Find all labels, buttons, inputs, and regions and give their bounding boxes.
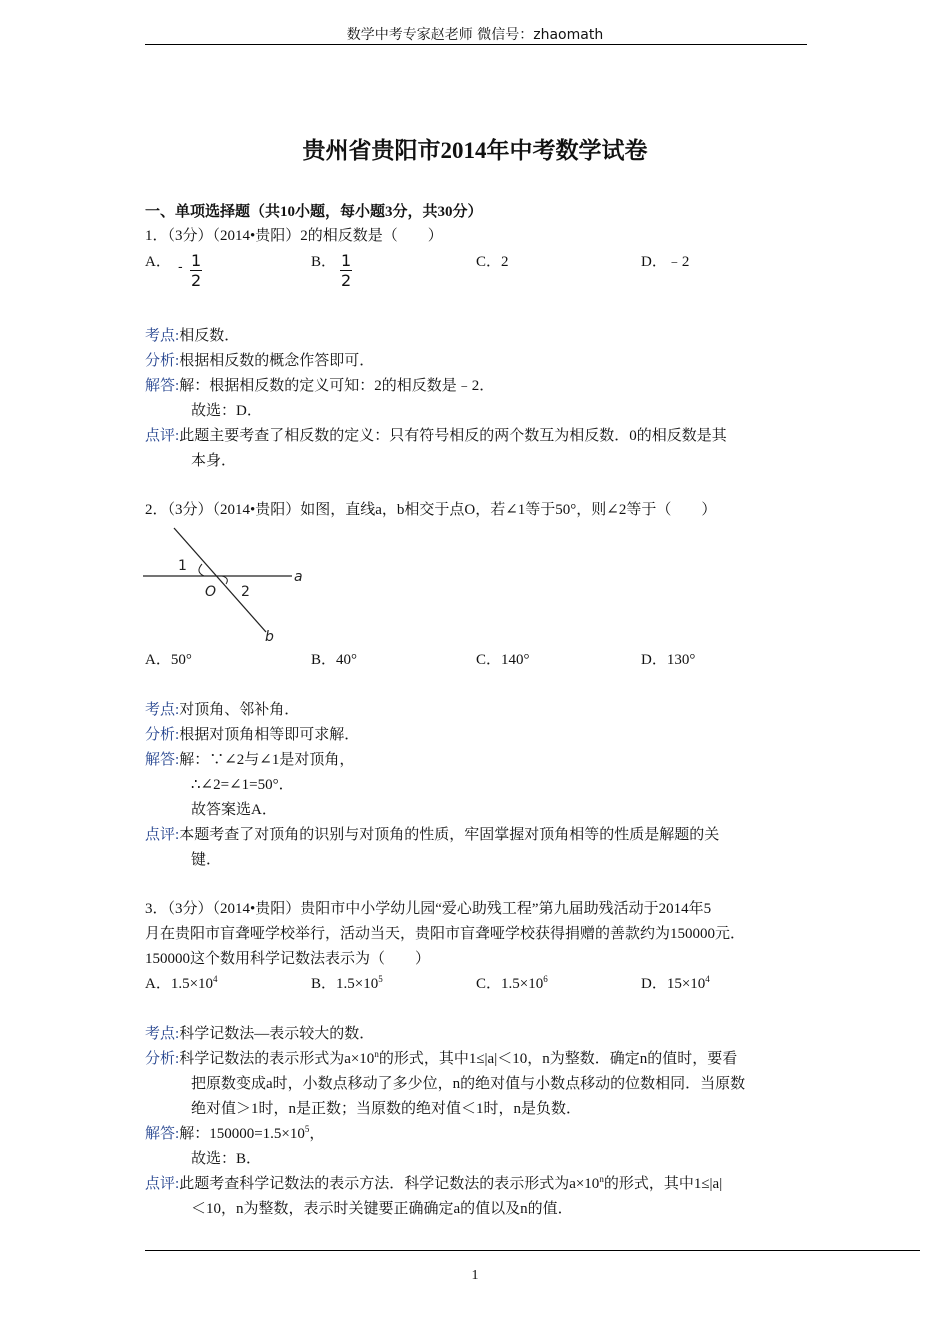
label-dianping: 点评 <box>145 428 176 444</box>
label-dianping: 点评 <box>145 1176 176 1192</box>
q2-option-d: D．130° <box>641 652 696 668</box>
q1-b-numerator: 1 <box>341 251 352 270</box>
q2-fenxi <box>145 723 359 747</box>
label-jieda: 解答 <box>145 378 176 394</box>
q1-jieda <box>145 374 494 398</box>
q3-jieda-2: 故选：B． <box>191 1151 262 1167</box>
q1-jieda-2: 故选：D． <box>191 403 262 419</box>
line-b <box>174 528 266 632</box>
q1-option-c: C．2 <box>476 254 509 270</box>
label-colon: : <box>175 353 180 369</box>
line-b-label: b <box>265 629 274 645</box>
q3-option-a <box>145 972 218 996</box>
header-rule <box>145 44 807 45</box>
q2-dianping-2: 键． <box>191 852 222 868</box>
q2-jieda-3: 故答案选A． <box>191 802 277 818</box>
q3-c-base: C．1.5×10 <box>476 976 544 992</box>
label-jieda: 解答 <box>145 752 176 768</box>
line-a-label: a <box>294 569 303 585</box>
q3-fenxi-text-a: 科学记数法的表示形式为a×10 <box>179 1051 375 1067</box>
label-dianping: 点评 <box>145 827 176 843</box>
label-colon: : <box>175 1176 180 1192</box>
q3-dianping-exponent: n <box>599 1174 604 1184</box>
q2-fenxi-text: 根据对顶角相等即可求解． <box>179 727 360 743</box>
q1-option-b-fraction <box>340 252 352 291</box>
q1-options <box>145 250 825 290</box>
q3-fenxi-exponent: n <box>374 1049 379 1059</box>
q3-jieda <box>145 1122 324 1146</box>
angle-2-label: 2 <box>241 584 250 600</box>
q3-fenxi-2: 把原数变成a时，小数点移动了多少位，n的绝对值与小数点移动的位数相同．当原数 <box>191 1076 746 1092</box>
q3-dianping <box>145 1172 722 1196</box>
label-colon: : <box>175 827 180 843</box>
q1-dianping <box>145 424 727 448</box>
footer-rule <box>145 1250 920 1251</box>
q3-dianping-text-a: 此题考查科学记数法的表示方法．科学记数法的表示形式为a×10 <box>179 1176 600 1192</box>
label-jieda: 解答 <box>145 1126 176 1142</box>
q3-option-d <box>641 972 710 996</box>
label-colon: : <box>175 1026 180 1042</box>
q1-dianping-text: 此题主要考查了相反数的定义：只有符号相反的两个数互为相反数．0的相反数是其 <box>179 428 727 444</box>
q3-stem-3: 150000这个数用科学记数法表示为（ ） <box>145 951 431 967</box>
q3-dianping-text-b: 的形式，其中1≤|a| <box>603 1176 723 1192</box>
label-colon: : <box>175 752 180 768</box>
q2-options <box>145 648 825 672</box>
q2-jieda-text: 解：∵∠2与∠1是对顶角， <box>179 752 355 768</box>
q3-kaodian <box>145 1022 374 1046</box>
label-colon: : <box>175 428 180 444</box>
q3-option-b <box>311 972 383 996</box>
label-kaodian: 考点 <box>145 702 176 718</box>
q3-options <box>145 972 825 996</box>
q3-jieda-text-a: 解：150000=1.5×10 <box>179 1126 305 1142</box>
q3-a-base: A．1.5×10 <box>145 976 214 992</box>
point-o-label: O <box>205 584 217 600</box>
label-colon: : <box>175 1051 180 1067</box>
q3-kaodian-text: 科学记数法—表示较大的数． <box>179 1026 375 1042</box>
q1-fenxi <box>145 349 374 373</box>
q1-jieda-text: 解：根据相反数的定义可知：2的相反数是﹣2． <box>179 378 495 394</box>
q1-kaodian <box>145 324 239 348</box>
q2-kaodian-text: 对顶角、邻补角． <box>179 702 300 718</box>
q3-d-base: D．15×10 <box>641 976 706 992</box>
q3-b-exponent: 5 <box>378 974 383 984</box>
q3-stem-1: 3．（3分）（2014•贵阳）贵阳市中小学幼儿园“爱心助残工程”第九届助残活动于2014年5 <box>145 901 712 917</box>
q1-option-b-label: B． <box>311 254 337 270</box>
q3-stem-2: 月在贵阳市盲聋哑学校举行，活动当天，贵阳市盲聋哑学校获得捐赠的善款约为150000元． <box>145 926 746 942</box>
q3-b-base: B．1.5×10 <box>311 976 379 992</box>
q2-option-a: A．50° <box>145 652 192 668</box>
q3-a-exponent: 4 <box>213 974 218 984</box>
exam-title: 贵州省贵阳市2014年中考数学试卷 <box>302 138 648 163</box>
q1-a-denominator: 2 <box>191 271 202 290</box>
label-kaodian: 考点 <box>145 328 176 344</box>
label-kaodian: 考点 <box>145 1026 176 1042</box>
q1-kaodian-text: 相反数． <box>179 328 240 344</box>
label-fenxi: 分析 <box>145 1051 176 1067</box>
q3-fenxi-text-b: 的形式，其中1≤|a|＜10，n为整数．确定n的值时，要看 <box>378 1051 738 1067</box>
q2-dianping-text: 本题考查了对顶角的识别与对顶角的性质，牢固掌握对顶角相等的性质是解题的关 <box>179 827 720 843</box>
q3-fenxi <box>145 1047 737 1071</box>
q3-jieda-exponent: 5 <box>304 1124 310 1134</box>
label-colon: : <box>175 1126 180 1142</box>
q1-option-d: D．﹣2 <box>641 254 690 270</box>
angle-1-label: 1 <box>178 558 187 574</box>
label-fenxi: 分析 <box>145 727 176 743</box>
label-colon: : <box>175 328 180 344</box>
q3-dianping-2: ＜10，n为整数，表示时关键要正确确定a的值以及n的值． <box>191 1201 573 1217</box>
q3-c-exponent: 6 <box>543 974 548 984</box>
section-title: 一、单项选择题（共10小题，每小题3分，共30分） <box>145 204 483 220</box>
q2-option-b: B．40° <box>311 652 358 668</box>
q1-option-a-sign: - <box>178 260 183 275</box>
q1-stem: 1．（3分）（2014•贵阳）2的相反数是（ ） <box>145 228 443 244</box>
q1-option-a-label: A． <box>145 254 171 270</box>
q2-option-c: C．140° <box>476 652 530 668</box>
q2-figure <box>140 520 320 650</box>
q3-d-exponent: 4 <box>705 974 710 984</box>
q3-fenxi-3: 绝对值＞1时，n是正数；当原数的绝对值＜1时，n是负数． <box>191 1101 582 1117</box>
q2-stem: 2．（3分）（2014•贵阳）如图，直线a，b相交于点O，若∠1等于50°，则∠2等于（ ） <box>145 502 717 518</box>
q3-jieda-text-b: ， <box>309 1126 325 1142</box>
angle-1-arc <box>199 564 204 576</box>
label-colon: : <box>175 378 180 394</box>
q1-a-numerator: 1 <box>191 251 202 270</box>
label-colon: : <box>175 702 180 718</box>
page-header: 数学中考专家赵老师 微信号：zhaomath <box>346 27 604 43</box>
q2-dianping <box>145 823 719 847</box>
label-colon: : <box>175 727 180 743</box>
q2-jieda-2: ∴∠2=∠1=50°． <box>191 777 294 793</box>
q1-fenxi-text: 根据相反数的概念作答即可． <box>179 353 375 369</box>
page-number: 1 <box>471 1268 479 1283</box>
q2-jieda <box>145 748 354 772</box>
q1-option-a-fraction <box>190 252 202 291</box>
q2-kaodian <box>145 698 299 722</box>
q1-dianping-2: 本身． <box>191 453 237 469</box>
label-fenxi: 分析 <box>145 353 176 369</box>
q1-b-denominator: 2 <box>341 271 352 290</box>
q3-option-c <box>476 972 548 996</box>
